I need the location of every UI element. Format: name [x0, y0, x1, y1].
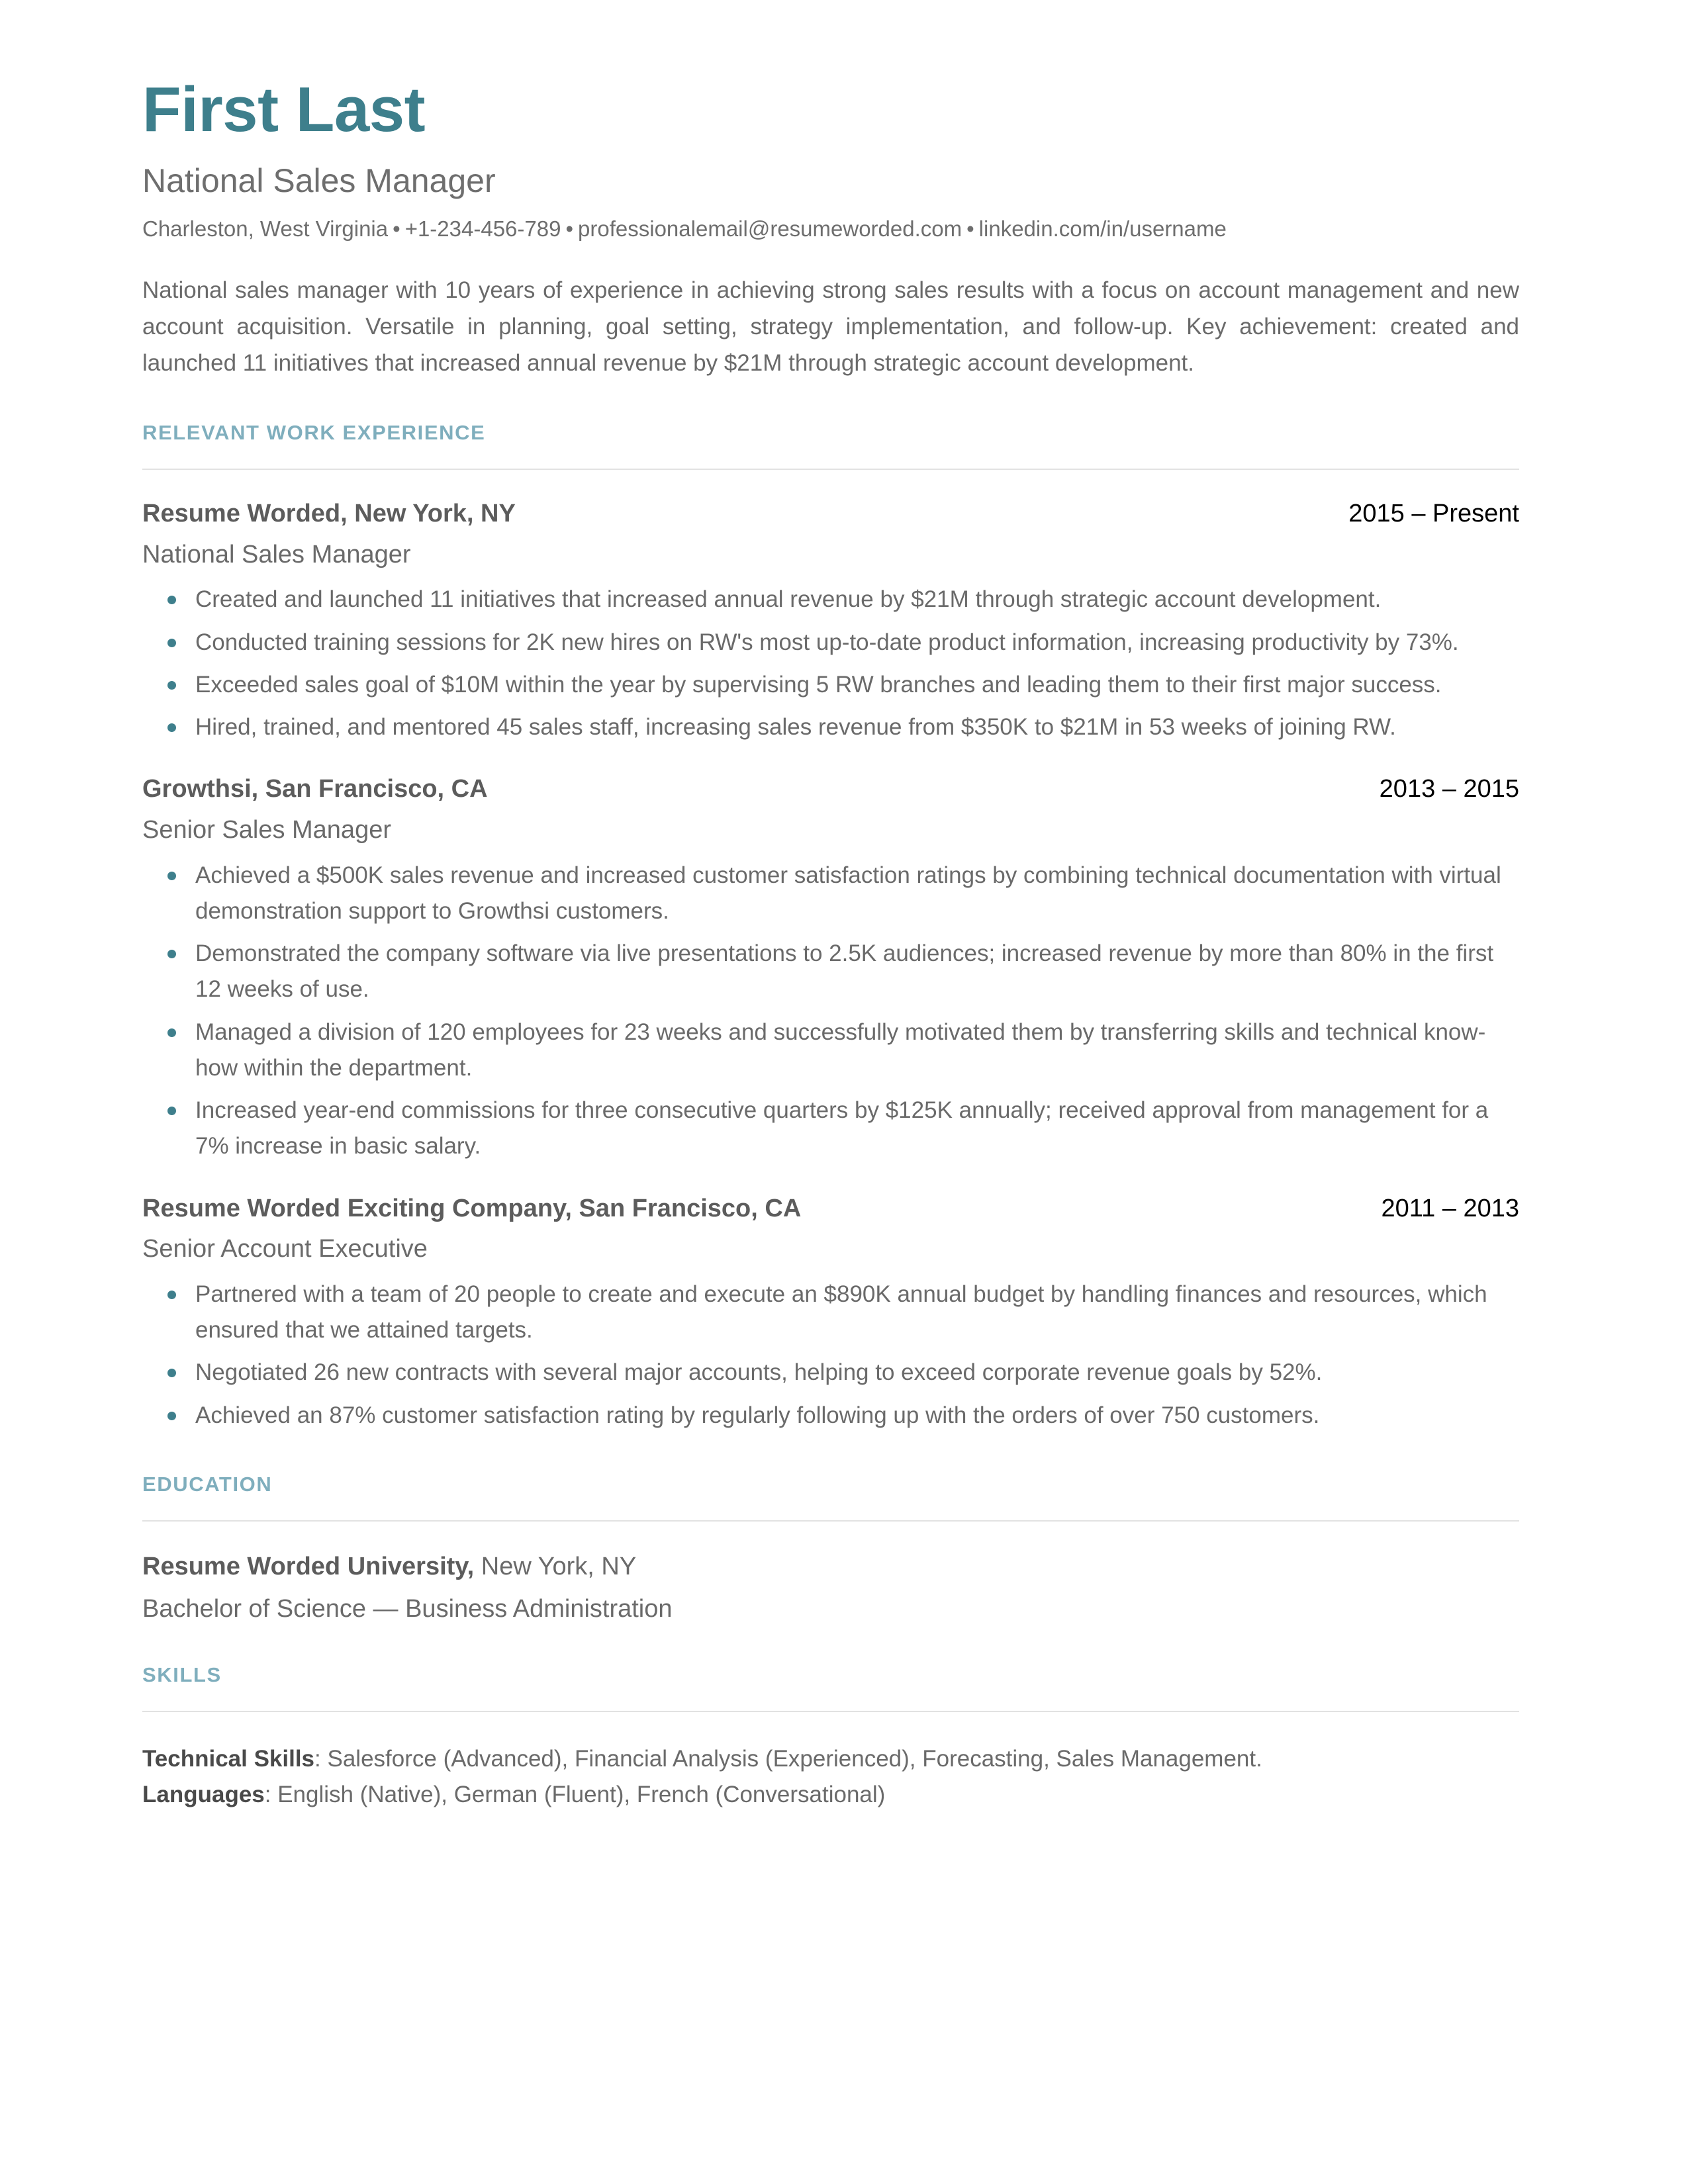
experience-company: Growthsi, San Francisco, CA: [142, 775, 488, 803]
bullet-dot-icon: [167, 1291, 176, 1299]
section-title-education: EDUCATION: [142, 1472, 273, 1496]
skills-line-value: : English (Native), German (Fluent), French (Conversational): [264, 1781, 886, 1807]
experience-bullet-text: Negotiated 26 new contracts with several major accounts, helping to exceed corporate revenue goals by 52%.: [195, 1359, 1323, 1386]
bullet-dot-icon: [167, 1028, 176, 1037]
contact-line: [142, 201, 1519, 242]
experience-bullet: [142, 936, 1519, 1008]
bullet-dot-icon: [167, 1107, 176, 1115]
experience-company: Resume Worded Exciting Company, San Francisco, CA: [142, 1194, 802, 1222]
experience-entry-header: [142, 1194, 1519, 1224]
experience-entry: [142, 1165, 1519, 1433]
candidate-name: First Last: [142, 74, 426, 145]
contact-location: Charleston, West Virginia: [142, 216, 389, 241]
skills-body: [142, 1712, 1519, 1811]
experience-dates: 2015 – Present: [1348, 500, 1519, 528]
experience-role: Senior Account Executive: [142, 1235, 428, 1263]
experience-bullet-text: Created and launched 11 initiatives that increased annual revenue by $21M through strategic account development.: [195, 586, 1382, 613]
bullet-dot-icon: [167, 639, 176, 647]
experience-bullet-text: Exceeded sales goal of $10M within the year by supervising 5 RW branches and leading them to their first major success.: [195, 671, 1442, 698]
education-school-name: Resume Worded University,: [142, 1553, 475, 1580]
contact-separator-3: •: [966, 216, 974, 241]
education-school-location: New York, NY: [474, 1553, 637, 1580]
contact-separator-2: •: [565, 216, 574, 241]
bullet-dot-icon: [167, 681, 176, 690]
experience-bullet-text: Demonstrated the company software via live presentations to 2.5K audiences; increased revenue by more than 80% in the first 12 weeks of use.: [195, 940, 1494, 1003]
experience-bullet: [142, 1093, 1519, 1165]
experience-role: Senior Sales Manager: [142, 816, 391, 844]
skills-line-label: Technical Skills: [142, 1746, 315, 1772]
skills-line: [142, 1741, 1519, 1776]
bullet-dot-icon: [167, 1412, 176, 1420]
professional-summary: National sales manager with 10 years of experience in achieving strong sales results with a focus on account management and new account acquisition. Versatile in planning, goal setting, strategy implementation, and follow-up. Key achievement: created and launched 11 initiatives that increased annual revenue by $21M through strategic account development.: [142, 277, 1519, 377]
experience-bullet-list: [142, 1265, 1519, 1433]
section-title-experience: RELEVANT WORK EXPERIENCE: [142, 421, 486, 445]
experience-bullet-text: Achieved a $500K sales revenue and increased customer satisfaction ratings by combining technical documentation with virtual demonstration support to Growthsi customers.: [195, 862, 1501, 924]
experience-bullet-text: Conducted training sessions for 2K new hires on RW's most up-to-date product information, increasing productivity by 73%.: [195, 629, 1459, 655]
experience-dates: 2013 – 2015: [1379, 775, 1519, 803]
section-experience: [142, 382, 1519, 1433]
experience-bullet: [142, 1355, 1519, 1390]
section-skills: [142, 1624, 1519, 1812]
experience-entry-header: [142, 774, 1519, 805]
experience-bullet: [142, 1277, 1519, 1349]
experience-bullet-text: Partnered with a team of 20 people to create and execute an $890K annual budget by handling finances and resources, which ensured that we attained targets.: [195, 1281, 1487, 1343]
bullet-dot-icon: [167, 1369, 176, 1377]
section-education: [142, 1433, 1519, 1624]
experience-bullet: [142, 582, 1519, 617]
education-school-line: [142, 1552, 1519, 1582]
experience-bullet-text: Achieved an 87% customer satisfaction rating by regularly following up with the orders of over 750 customers.: [195, 1402, 1320, 1428]
bullet-dot-icon: [167, 596, 176, 604]
experience-bullet: [142, 1398, 1519, 1433]
experience-dates: 2011 – 2013: [1381, 1194, 1519, 1222]
skills-line-label: Languages: [142, 1781, 265, 1807]
bullet-dot-icon: [167, 950, 176, 958]
experience-bullet-text: Hired, trained, and mentored 45 sales staff, increasing sales revenue from $350K to $21M in 53 weeks of joining RW.: [195, 714, 1396, 741]
experience-bullet: [142, 1015, 1519, 1087]
experience-bullet-list: [142, 570, 1519, 745]
experience-entry-header: [142, 499, 1519, 529]
experience-company: Resume Worded, New York, NY: [142, 500, 516, 528]
experience-bullet: [142, 709, 1519, 745]
education-degree: Bachelor of Science — Business Administration: [142, 1594, 673, 1623]
experience-entry: [142, 745, 1519, 1164]
experience-bullet: [142, 858, 1519, 930]
experience-bullet-text: Managed a division of 120 employees for 23 weeks and successfully motivated them by transferring skills and technical know-how within the department.: [195, 1019, 1486, 1081]
experience-bullet: [142, 667, 1519, 703]
contact-separator-1: •: [393, 216, 400, 241]
bullet-dot-icon: [167, 872, 176, 880]
contact-phone[interactable]: +1-234-456-789: [404, 216, 561, 241]
experience-bullet-list: [142, 846, 1519, 1165]
skills-line-value: : Salesforce (Advanced), Financial Analysis (Experienced), Forecasting, Sales Management.: [314, 1746, 1262, 1772]
experience-bullet: [142, 625, 1519, 660]
experience-role: National Sales Manager: [142, 540, 411, 569]
skills-line: [142, 1777, 1519, 1812]
experience-bullet-text: Increased year-end commissions for three consecutive quarters by $125K annually; received approval from management for a 7% increase in basic salary.: [195, 1097, 1489, 1160]
contact-linkedin[interactable]: linkedin.com/in/username: [978, 216, 1227, 241]
bullet-dot-icon: [167, 723, 176, 732]
candidate-headline: National Sales Manager: [142, 162, 496, 199]
resume-header: [142, 0, 1519, 382]
education-entry: [142, 1522, 1519, 1624]
section-title-skills: SKILLS: [142, 1663, 222, 1687]
experience-entry: [142, 470, 1519, 745]
contact-email[interactable]: professionalemail@resumeworded.com: [578, 216, 962, 241]
